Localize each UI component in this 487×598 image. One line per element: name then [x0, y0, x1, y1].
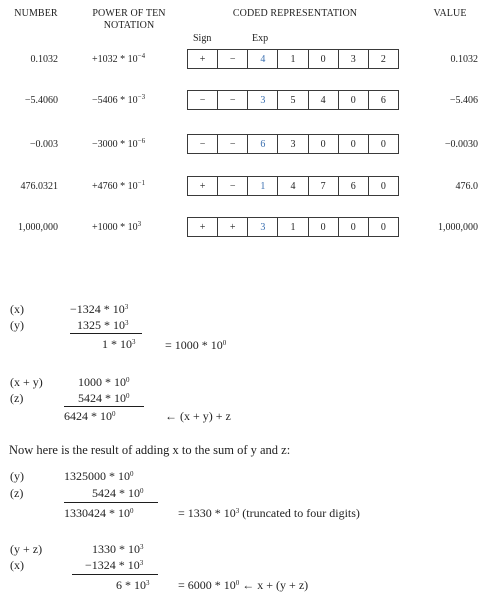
digit-cell: 5 [278, 91, 308, 109]
row-power-exp: −3 [137, 93, 146, 101]
calc1-y-val: 1325 [77, 318, 101, 332]
digit-cell: 7 [309, 177, 339, 195]
calc3-eq-text: = 1330 [178, 506, 212, 520]
calc1-sum-exp: 3 [132, 338, 136, 346]
ten: 10 [113, 318, 125, 332]
digit-cell: 0 [380, 138, 386, 150]
sign-cell: − [188, 91, 218, 109]
calc2-xy-val: 1000 [78, 375, 102, 389]
paragraph: Now here is the result of adding x to the sum of y and z: [9, 443, 291, 457]
digit-cell: 3 [339, 50, 369, 68]
coded-row [187, 217, 399, 237]
exp-cell: 1 [248, 177, 278, 195]
digit-cell: 0 [309, 135, 339, 153]
header-number: NUMBER [14, 8, 58, 19]
calc4-sum-expr: $6 * 10^3$ [116, 578, 150, 592]
calc4-eq-text: = 6000 [178, 578, 212, 592]
exp-sign-cell: − [218, 135, 248, 153]
ten: 10 [118, 506, 130, 520]
times: * [120, 139, 126, 150]
sign-cell: + [188, 50, 218, 68]
ten: 10 [127, 139, 138, 150]
calc2-sum-expr: $6424 * 10^0$ [64, 409, 116, 423]
row-power [92, 139, 145, 150]
calc4-rule [72, 574, 158, 575]
digit-cell: 6 [380, 94, 386, 106]
ten: 10 [127, 222, 138, 233]
calc3-sum-val: 1330424 [64, 506, 106, 520]
calc3-y-exp: 0 [130, 470, 134, 478]
digit-cell: 0 [339, 91, 369, 109]
digit-cell: 0 [309, 50, 339, 68]
row-power-exp: −6 [137, 137, 146, 145]
header-power [84, 8, 174, 32]
digit-cell: 4 [309, 91, 339, 109]
calc4-yz-exp: 3 [140, 543, 144, 551]
calc1-y-expr: $1325 * 10^3$ [77, 318, 129, 332]
ten: 10 [128, 542, 140, 556]
calc3-y-expr: $1325000 * 10^0$ [64, 469, 134, 483]
digit-cell: 1 [278, 218, 308, 236]
digit-cell: 6 [339, 177, 369, 195]
digit-cell: 4 [278, 177, 308, 195]
row-number: −0.003 [29, 139, 58, 150]
calc1-eq: = $1000 * 10^0$ [165, 338, 227, 352]
sign-cell: − [188, 135, 218, 153]
calc1-eq-exp: 0 [222, 339, 227, 347]
coded-row [187, 49, 399, 69]
row-value: −0.0030 [444, 139, 478, 150]
times: * [120, 181, 126, 192]
calc3-sum-expr: $1330424 * 10^0$ [64, 506, 134, 520]
calc1-eq-text: = 1000 [165, 338, 199, 352]
digit-cell: 1 [278, 50, 308, 68]
times: * [120, 95, 126, 106]
digit-cell: 0 [339, 135, 369, 153]
ten: 10 [114, 391, 126, 405]
ten: 10 [112, 302, 125, 316]
ten: 10 [128, 486, 140, 500]
exp-cell: 3 [248, 91, 278, 109]
row-number: 476.0321 [20, 181, 58, 192]
calc3-z-exp: 0 [140, 487, 144, 495]
exp-sign-cell: + [218, 218, 248, 236]
ten: 10 [118, 469, 130, 483]
digit-cell: 0 [309, 218, 339, 236]
exp-cell: 3 [248, 218, 278, 236]
calc3-eq-note: (truncated to four digits) [242, 506, 360, 520]
row-value: −5.406 [449, 95, 478, 106]
exp-sign-cell: − [218, 177, 248, 195]
calc4-x-label: (x) [10, 558, 24, 572]
calc2-note: ← (x + y) + z [165, 409, 231, 423]
calc2-z-exp: 0 [126, 392, 130, 400]
calc2-z-expr: $5424 * 10^0$ [78, 391, 130, 405]
row-value: 476.0 [455, 181, 478, 192]
header-coded: CODED REPRESENTATION [232, 8, 358, 19]
calc2-z-label: (z) [10, 391, 24, 405]
times: * [120, 54, 126, 65]
calc4-yz-expr: $1330 * 10^3$ [92, 542, 144, 556]
calc3-rule [64, 502, 158, 503]
ten: 10 [127, 54, 138, 65]
calc4-yz-label: (y + z) [10, 542, 43, 556]
calc2-xy-expr: $1000 * 10^0$ [78, 375, 130, 389]
row-power-mantissa: +1032 [92, 54, 118, 65]
header-power-line2: NOTATION [103, 20, 155, 31]
row-number: −5.4060 [24, 95, 58, 106]
calc4-yz-val: 1330 [92, 542, 116, 556]
calc4-sum-val: 6 [116, 578, 122, 592]
ten: 10 [223, 506, 236, 520]
row-power-mantissa: +1000 [92, 222, 118, 233]
calc1-rule [70, 333, 142, 334]
digit-cell: 0 [339, 218, 369, 236]
times: * [120, 222, 126, 233]
calc1-y-exp: 3 [125, 319, 129, 327]
calc2-xy-exp: 0 [126, 376, 130, 384]
row-number: 0.1032 [30, 54, 58, 65]
calc2-sum-exp: 0 [112, 410, 116, 418]
row-power [92, 54, 145, 65]
calc4-eq-exp: 0 [235, 579, 240, 587]
ten: 10 [210, 338, 223, 352]
row-power [92, 222, 141, 233]
calc4-x-expr: $-1324 * 10^3$ [85, 558, 144, 572]
ten: 10 [134, 578, 146, 592]
calc3-sum-exp: 0 [130, 507, 134, 515]
ten: 10 [114, 375, 126, 389]
row-power-mantissa: −5406 [92, 95, 118, 106]
row-power-mantissa: +4760 [92, 181, 118, 192]
exp-cell: 6 [248, 135, 278, 153]
ten: 10 [127, 558, 140, 572]
calc3-eq: = $1330 * 10^3$ (truncated to four digits) [178, 506, 360, 520]
sign-cell: + [188, 177, 218, 195]
calc2-z-val: 5424 [78, 391, 102, 405]
exp-cell: 4 [248, 50, 278, 68]
calc1-x-label: (x) [10, 302, 24, 316]
calc3-z-expr: $5424 * 10^0$ [92, 486, 144, 500]
header-sign: Sign [193, 33, 212, 44]
row-number: 1,000,000 [18, 222, 58, 233]
calc4-x-exp: 3 [139, 559, 144, 567]
header-exp: Exp [252, 33, 269, 44]
calc1-x-val: −1324 [70, 302, 101, 316]
row-power-exp: 3 [137, 220, 142, 228]
ten: 10 [223, 578, 236, 592]
digit-cell: 3 [278, 135, 308, 153]
row-value: 0.1032 [450, 54, 478, 65]
row-power-exp: −4 [137, 52, 146, 60]
calc4-x-val: −1324 [85, 558, 116, 572]
calc4-eq-note: ← x + (y + z) [242, 578, 309, 592]
digit-cell: 0 [380, 180, 386, 192]
calc4-eq: = $6000 * 10^0$ ← x + (y + z) [178, 578, 309, 592]
row-value: 1,000,000 [438, 222, 478, 233]
calc1-sum-expr: $1 * 10^3$ [102, 337, 136, 351]
coded-row [187, 176, 399, 196]
calc2-rule [64, 406, 144, 407]
ten: 10 [127, 95, 138, 106]
coded-row [187, 134, 399, 154]
header-power-line1: POWER OF TEN [92, 8, 166, 19]
calc1-sum-val: 1 [102, 337, 108, 351]
calc1-x-exp: 3 [124, 303, 129, 311]
calc3-y-label: (y) [10, 469, 24, 483]
calc1-y-label: (y) [10, 318, 24, 332]
row-power-mantissa: −3000 [92, 139, 118, 150]
row-power [92, 95, 145, 106]
digit-cell: 0 [380, 221, 386, 233]
digit-cell: 2 [380, 53, 386, 65]
row-power [92, 181, 145, 192]
exp-sign-cell: − [218, 50, 248, 68]
row-power-exp: −1 [137, 179, 146, 187]
calc1-x-expr: $-1324 * 10^3$ [70, 302, 129, 316]
ten: 10 [127, 181, 138, 192]
ten: 10 [100, 409, 112, 423]
ten: 10 [120, 337, 132, 351]
sign-cell: + [188, 218, 218, 236]
calc2-xy-label: (x + y) [10, 375, 43, 389]
header-value: VALUE [433, 8, 467, 19]
calc3-eq-exp: 3 [235, 507, 240, 515]
calc4-sum-exp: 3 [146, 579, 150, 587]
exp-sign-cell: − [218, 91, 248, 109]
calc3-z-label: (z) [10, 486, 24, 500]
calc3-y-val: 1325000 [64, 469, 106, 483]
coded-row [187, 90, 399, 110]
calc2-sum-val: 6424 [64, 409, 88, 423]
calc3-z-val: 5424 [92, 486, 116, 500]
